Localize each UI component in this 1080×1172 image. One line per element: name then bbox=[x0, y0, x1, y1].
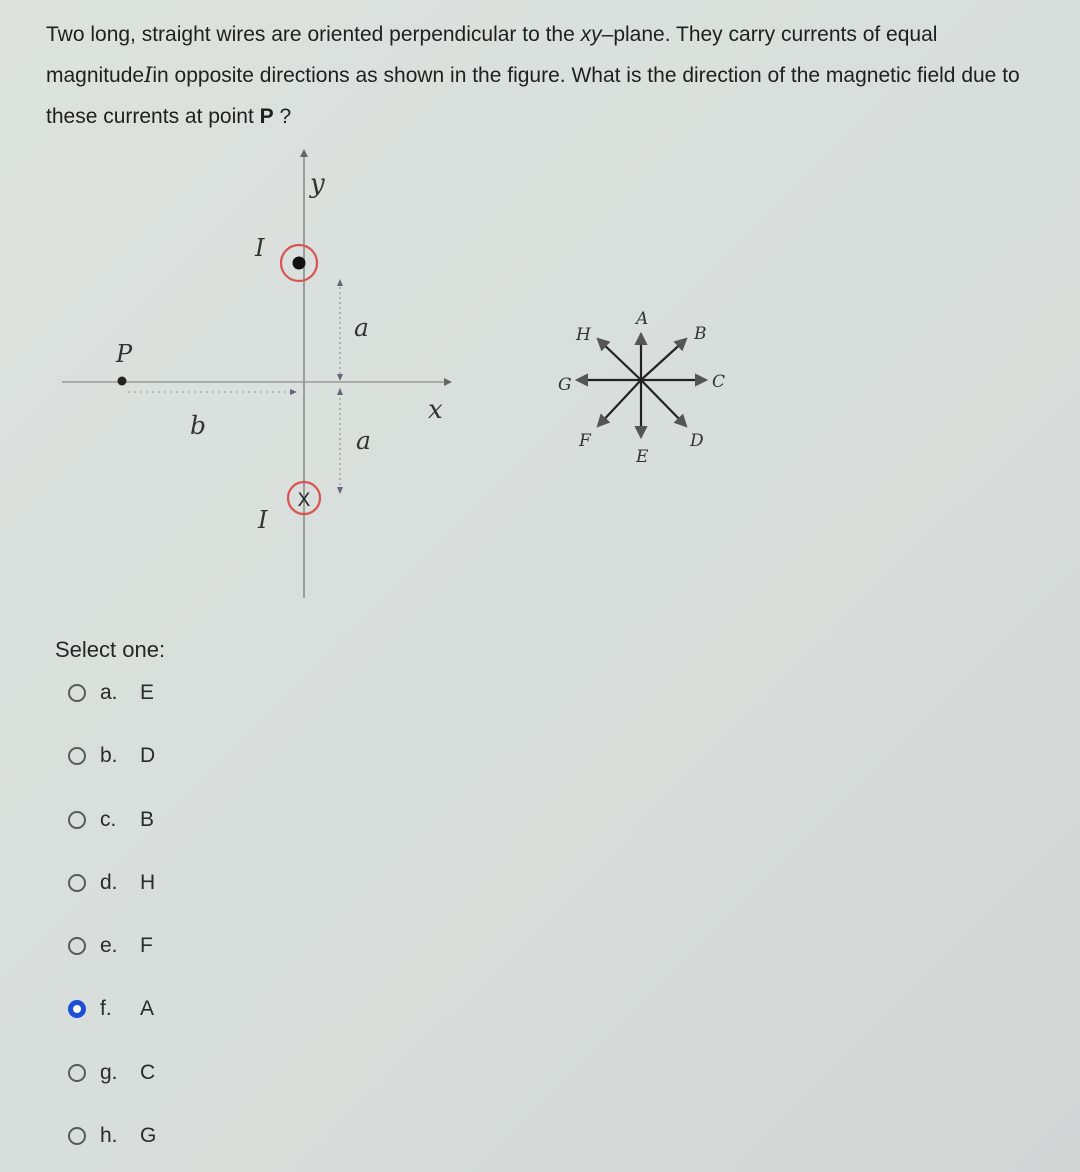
option-letter: c. bbox=[100, 808, 117, 831]
option-value: F bbox=[140, 934, 153, 957]
question-part-4: ? bbox=[273, 105, 292, 128]
dim-a-bottom-arrow2-icon bbox=[337, 487, 343, 494]
option-letter: a. bbox=[100, 681, 118, 704]
wire-bottom-cross-icon: X bbox=[297, 490, 311, 511]
radio-button-icon[interactable] bbox=[68, 937, 86, 955]
question-part-3: in opposite directions as shown in the figure. What is the direction of the magnetic field due to these currents at point bbox=[46, 64, 1020, 128]
question-plane: xy bbox=[580, 23, 602, 46]
option-letter: g. bbox=[100, 1061, 118, 1084]
radio-button-icon[interactable] bbox=[68, 1127, 86, 1145]
option-e[interactable] bbox=[68, 931, 153, 961]
dim-a-top-label: a bbox=[354, 313, 369, 342]
wire-bottom-current-label: I bbox=[258, 506, 268, 534]
radio-button-icon[interactable] bbox=[68, 874, 86, 892]
option-letter: e. bbox=[100, 934, 118, 957]
option-letter: b. bbox=[100, 744, 118, 767]
compass-rose bbox=[558, 309, 725, 467]
dim-a-top-arrow2-icon bbox=[337, 374, 343, 381]
y-axis-arrow-icon bbox=[300, 149, 308, 157]
point-p-dot bbox=[118, 377, 127, 386]
dim-a-bottom-arrow-icon bbox=[337, 388, 343, 395]
radio-button-icon[interactable] bbox=[68, 811, 86, 829]
compass-label-a: A bbox=[636, 309, 649, 329]
compass-h-arrow-icon bbox=[598, 339, 641, 380]
compass-label-g: G bbox=[558, 375, 572, 395]
option-f[interactable] bbox=[68, 994, 154, 1024]
compass-label-b: B bbox=[694, 324, 707, 344]
radio-button-icon[interactable] bbox=[68, 1000, 86, 1018]
question-point: P bbox=[259, 105, 274, 128]
wire-top-current-label: I bbox=[255, 234, 265, 262]
dim-a-top-arrow-icon bbox=[337, 279, 343, 286]
option-letter: h. bbox=[100, 1124, 118, 1147]
option-value: G bbox=[140, 1124, 157, 1147]
radio-button-icon[interactable] bbox=[68, 684, 86, 702]
option-value: H bbox=[140, 871, 156, 894]
option-d[interactable] bbox=[68, 868, 155, 898]
option-b[interactable] bbox=[68, 741, 155, 771]
y-label: y bbox=[310, 169, 325, 199]
wire-top-dot-icon bbox=[293, 257, 306, 270]
radio-button-icon[interactable] bbox=[68, 747, 86, 765]
option-value: D bbox=[140, 744, 156, 767]
compass-label-c: C bbox=[712, 372, 726, 392]
option-letter: f. bbox=[100, 997, 112, 1020]
question-part-2: –plane. They carry currents of equal magnitude bbox=[46, 23, 938, 87]
option-value: A bbox=[140, 997, 155, 1020]
compass-f-arrow-icon bbox=[598, 380, 641, 426]
radio-button-icon[interactable] bbox=[68, 1064, 86, 1082]
compass-b-arrow-icon bbox=[641, 339, 686, 380]
dim-b-label: b bbox=[190, 411, 207, 440]
compass-d-arrow-icon bbox=[641, 380, 686, 426]
point-p-label: P bbox=[116, 340, 133, 368]
select-one-label: Select one: bbox=[55, 637, 166, 662]
x-label: x bbox=[428, 395, 443, 425]
option-h[interactable] bbox=[68, 1121, 156, 1151]
option-value: B bbox=[140, 808, 155, 831]
compass-label-h: H bbox=[576, 325, 591, 345]
x-axis-arrow-icon bbox=[444, 378, 452, 386]
compass-label-e: E bbox=[636, 447, 649, 467]
option-value: E bbox=[140, 681, 155, 704]
option-a[interactable] bbox=[68, 678, 154, 708]
question-part-1: Two long, straight wires are oriented perpendicular to the bbox=[46, 23, 581, 46]
question-current-symbol: I bbox=[144, 63, 153, 87]
option-letter: d. bbox=[100, 871, 118, 894]
option-c[interactable] bbox=[68, 805, 154, 835]
option-g[interactable] bbox=[68, 1058, 155, 1088]
option-value: C bbox=[140, 1061, 156, 1084]
compass-label-d: D bbox=[690, 431, 704, 451]
dim-b-arrow-icon bbox=[290, 389, 297, 395]
dim-a-bottom-label: a bbox=[356, 426, 371, 455]
compass-label-f: F bbox=[579, 431, 591, 451]
